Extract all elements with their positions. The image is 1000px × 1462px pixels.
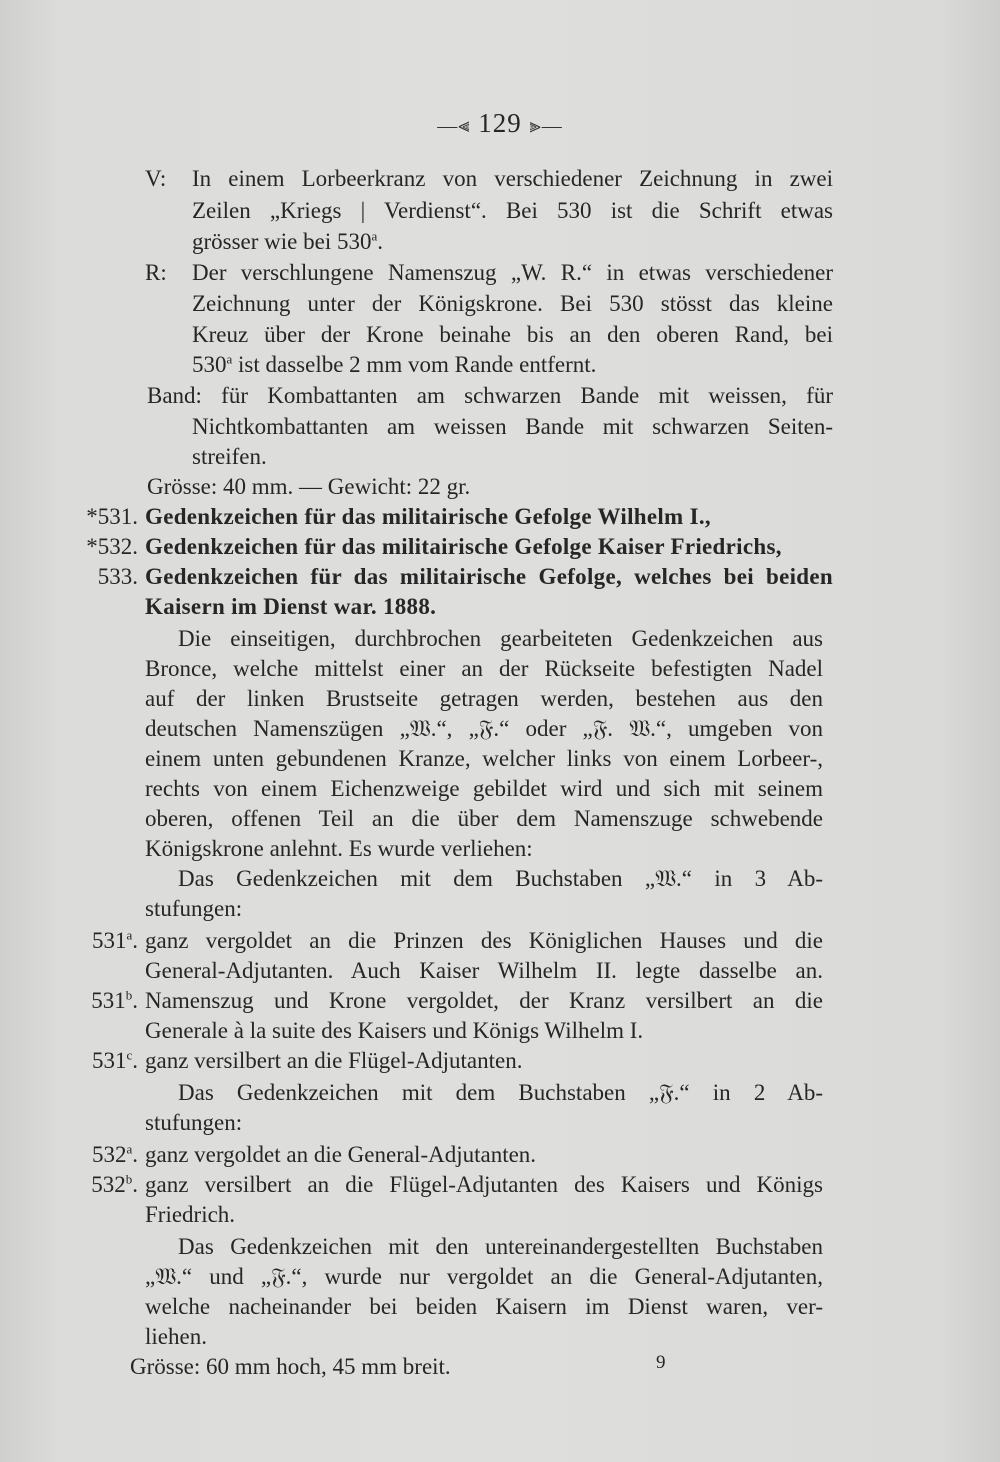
p1-line-7: oberen, offenen Teil an die über dem Namenszuge schwebende: [145, 806, 823, 831]
page-header: [0, 108, 1000, 139]
entry-532-number: *532.: [86, 534, 138, 559]
item-531a-number: 531$^a$.: [91, 927, 138, 953]
groesse-2: Grösse: 60 mm hoch, 45 mm breit.: [130, 1354, 451, 1379]
r-line-1: Der verschlungene Namenszug „W. R.“ in etwas verschiedener: [192, 260, 833, 285]
p3-line-1: Das Gedenkzeichen mit dem Buchstaben „𝔉.“ in 2 Ab-: [178, 1080, 823, 1105]
item-531b-line-1: Namenszug und Krone vergoldet, der Kranz versilbert an die: [145, 988, 823, 1013]
r-line-4: 530$^a$ ist dasselbe 2 mm vom Rande entfernt.: [192, 351, 597, 377]
groesse-1: Grösse: 40 mm. — Gewicht: 22 gr.: [147, 474, 471, 499]
entry-531-title: Gedenkzeichen für das militairische Gefolge Wilhelm I.,: [145, 504, 711, 529]
band-line-3: streifen.: [192, 444, 267, 469]
right-ornament-icon: ⫸—: [529, 115, 563, 137]
p1-line-4: deutschen Namenszügen „𝔚.“, „𝔉.“ oder „𝔉. 𝔚.“, umgeben von: [145, 716, 823, 741]
entry-533-number: 533.: [97, 564, 138, 589]
r-label: R:: [145, 260, 167, 285]
p4-line-1: Das Gedenkzeichen mit den untereinandergestellten Buchstaben: [178, 1234, 823, 1259]
r-line-3: Kreuz über der Krone beinahe bis an den oberen Rand, bei: [192, 322, 833, 347]
entry-532-title: Gedenkzeichen für das militairische Gefolge Kaiser Friedrichs,: [145, 534, 782, 559]
v-line-1: In einem Lorbeerkranz von verschiedener Zeichnung in zwei: [192, 166, 833, 191]
v-line-2: Zeilen „Kriegs | Verdienst“. Bei 530 ist die Schrift etwas: [192, 198, 833, 223]
entry-533-title-1: Gedenkzeichen für das militairische Gefolge, welches bei beiden: [145, 564, 833, 589]
item-531a-line-2: General-Adjutanten. Auch Kaiser Wilhelm II. legte dasselbe an.: [145, 958, 823, 983]
p1-line-1: Die einseitigen, durchbrochen gearbeiteten Gedenkzeichen aus: [178, 626, 823, 651]
p1-line-3: auf der linken Brustseite getragen werden, bestehen aus den: [145, 686, 823, 711]
v-label: V:: [145, 166, 167, 191]
item-532a-line-1: ganz vergoldet an die General-Adjutanten.: [145, 1142, 537, 1167]
item-532b-number: 532$^b$.: [91, 1171, 138, 1197]
left-ornament-icon: —⫷: [437, 115, 471, 137]
entry-533-title-2: Kaisern im Dienst war. 1888.: [145, 594, 437, 619]
p3-line-2: stufungen:: [145, 1110, 243, 1135]
p1-line-8: Königskrone anlehnt. Es wurde verliehen:: [145, 836, 533, 861]
p2-line-2: stufungen:: [145, 896, 243, 921]
signature-mark: 9: [656, 1352, 666, 1373]
band-line-2: Nichtkombattanten am weissen Bande mit schwarzen Seiten-: [192, 414, 833, 439]
item-531c-number: 531$^c$.: [91, 1047, 138, 1073]
item-532b-line-2: Friedrich.: [145, 1202, 236, 1227]
item-532a-number: 532$^a$.: [91, 1141, 138, 1167]
r-line-2: Zeichnung unter der Königskrone. Bei 530 stösst das kleine: [192, 291, 833, 316]
item-531b-line-2: Generale à la suite des Kaisers und Königs Wilhelm I.: [145, 1018, 644, 1043]
page-number: 129: [478, 108, 522, 138]
p4-line-4: liehen.: [145, 1324, 207, 1349]
p1-line-2: Bronce, welche mittelst einer an der Rückseite befestigten Nadel: [145, 656, 823, 681]
band-line-1: Band: für Kombattanten am schwarzen Bande mit weissen, für: [147, 383, 833, 408]
p2-line-1: Das Gedenkzeichen mit dem Buchstaben „𝔚.“ in 3 Ab-: [178, 866, 823, 891]
item-531c-line-1: ganz versilbert an die Flügel-Adjutanten.: [145, 1048, 523, 1073]
item-532b-line-1: ganz versilbert an die Flügel-Adjutanten des Kaisers und Königs: [145, 1172, 823, 1197]
p1-line-6: rechts von einem Eichenzweige gebildet wird und sich mit seinem: [145, 776, 823, 801]
item-531b-number: 531$^b$.: [91, 987, 138, 1013]
item-531a-line-1: ganz vergoldet an die Prinzen des Königlichen Hauses und die: [145, 928, 823, 953]
p1-line-5: einem unten gebundenen Kranze, welcher links von einem Lorbeer-,: [145, 746, 823, 771]
p4-line-3: welche nacheinander bei beiden Kaisern im Dienst waren, ver-: [145, 1294, 823, 1319]
v-line-3: grösser wie bei 530$^a$.: [192, 228, 384, 254]
entry-531-number: *531.: [86, 504, 138, 529]
p4-line-2: „𝔚.“ und „𝔉.“, wurde nur vergoldet an die General-Adjutanten,: [145, 1264, 823, 1289]
